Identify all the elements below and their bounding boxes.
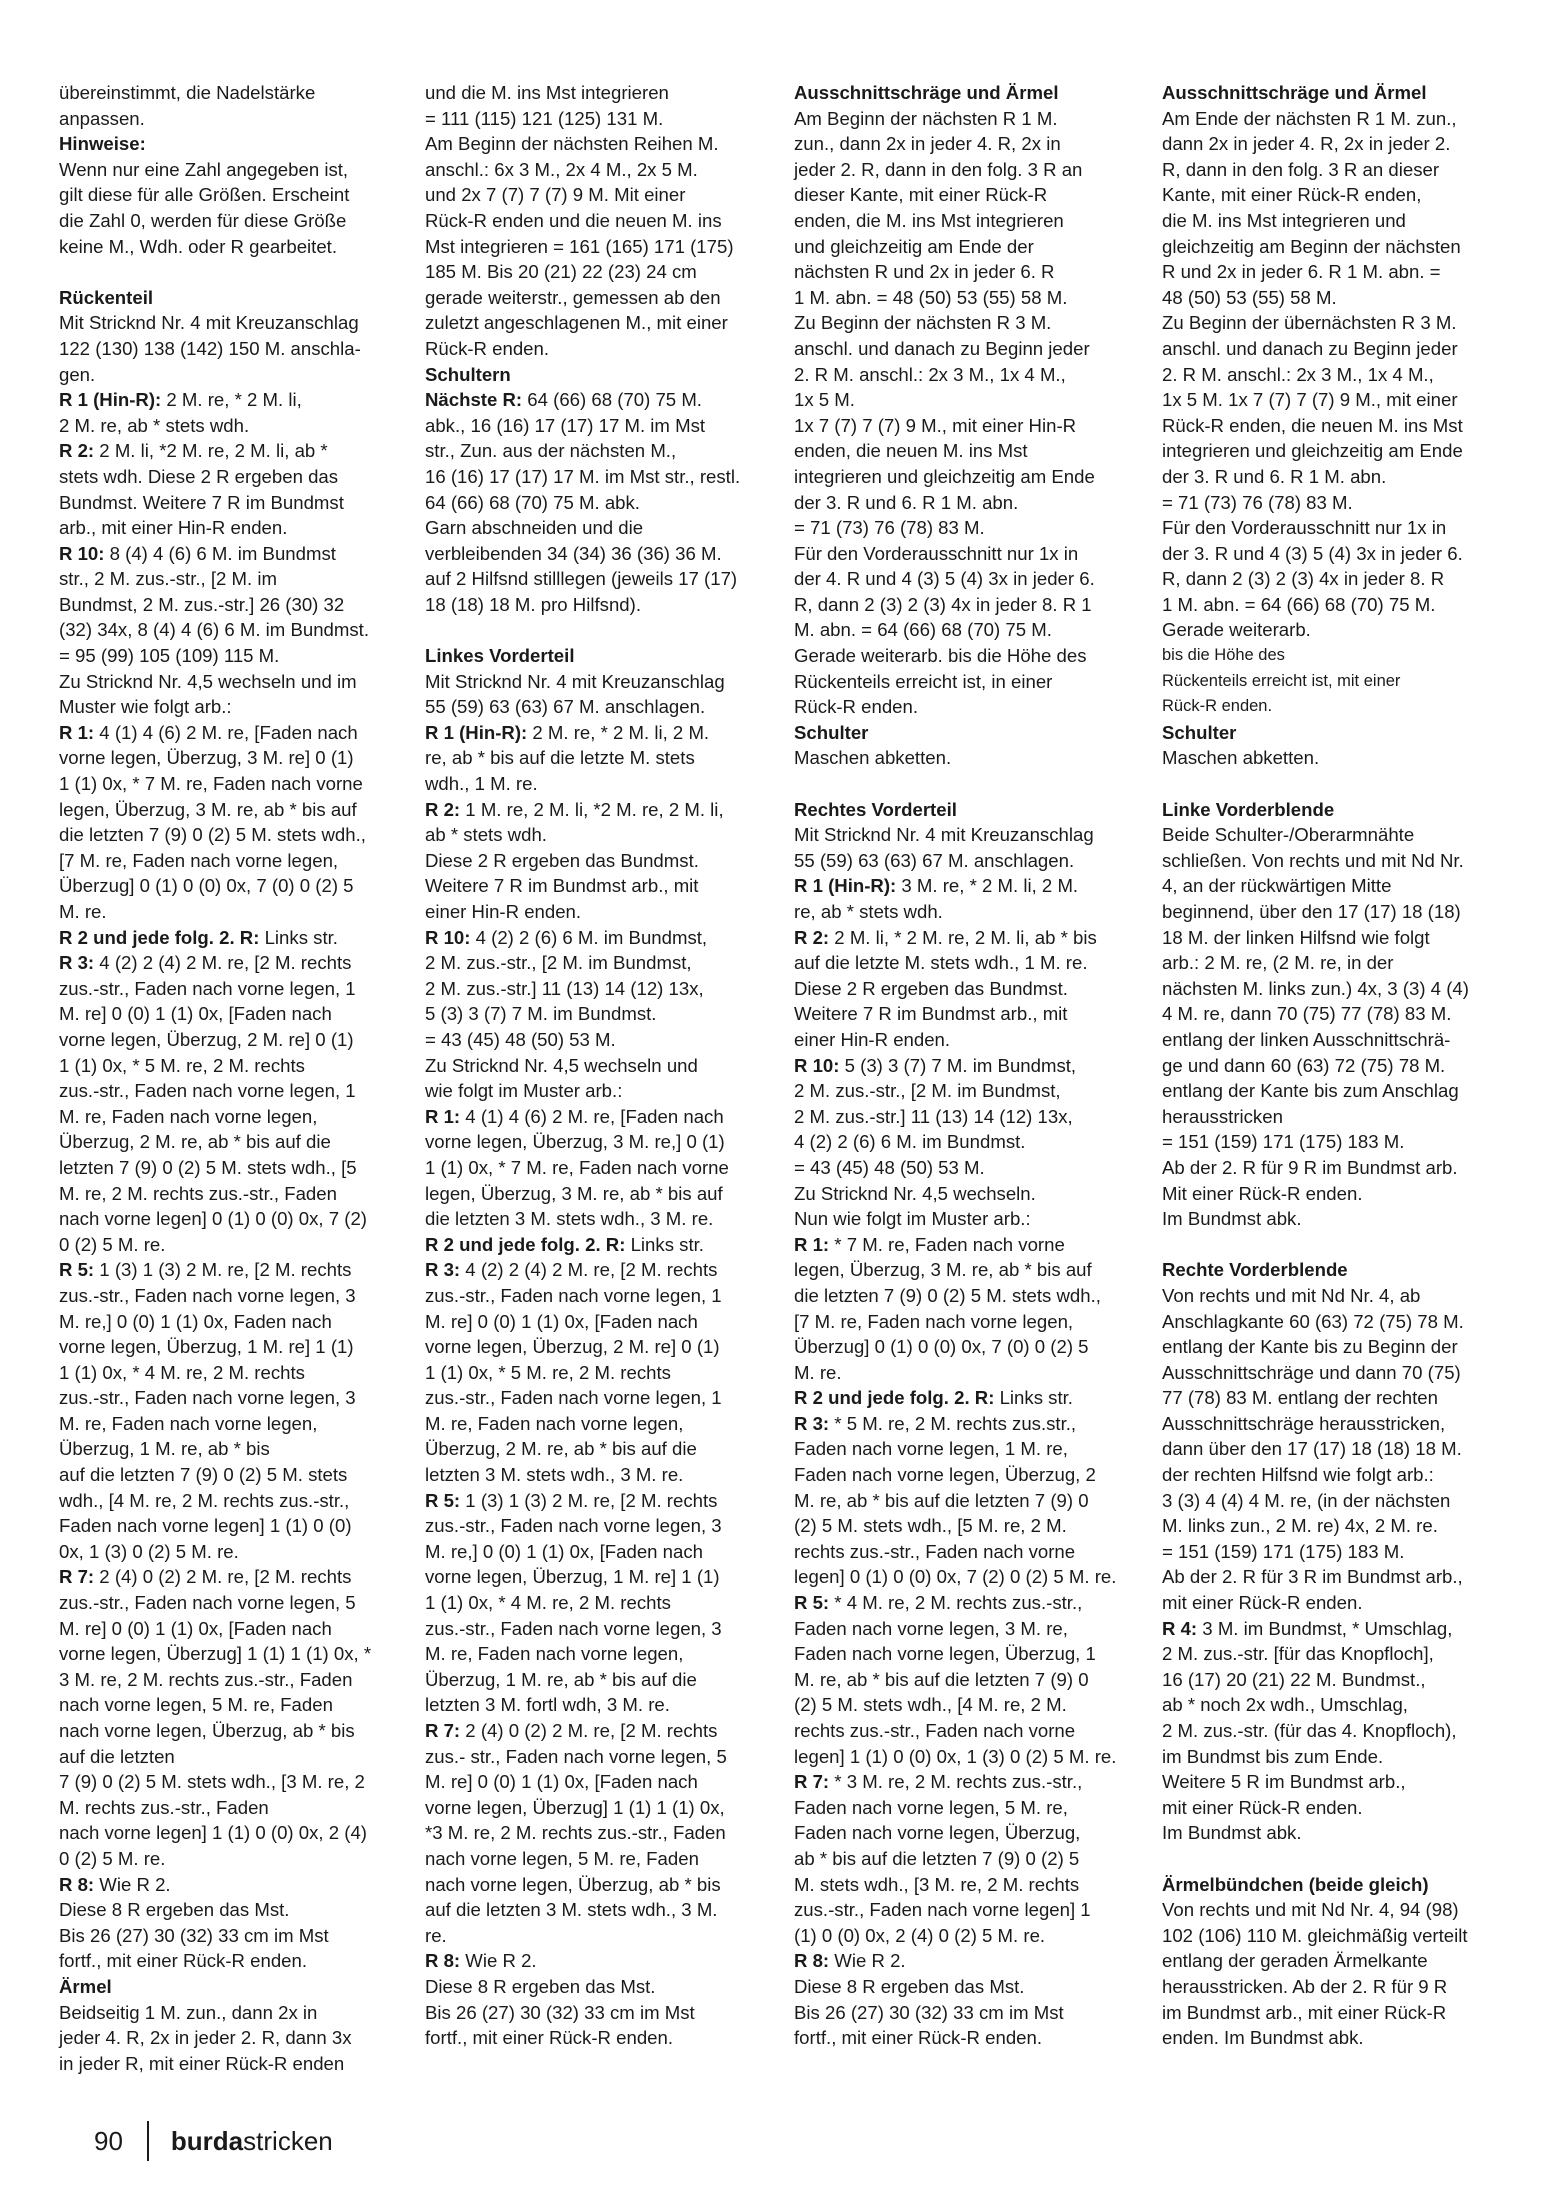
section-heading: Schulter: [794, 721, 869, 743]
row-label: R 1 (Hin-R):: [59, 389, 162, 411]
row-text: 8 (4) 4 (6) 6 M. im Bundmst str., 2 M. zus.-str., [2 M. im Bundmst, 2 M. zus.-str.] 26 (30) 32 (32) 34x, 8 (4) 4 (6) 6 M. im Bundmst. = 95 (99) 105 (109) 115 M. Zu Stricknd Nr. 4,5 wechseln und im Muster wie folgt arb.:: [59, 542, 369, 718]
row-text: Links str.: [994, 1387, 1073, 1409]
row-text: * 4 M. re, 2 M. rechts zus.-str., Faden nach vorne legen, 3 M. re, Faden nach vorne legen, Überzug, 1 M. re, ab * bis auf die letzten 7 (9) 0 (2) 5 M. stets wdh., [4 M. re, 2 M. rechts zus.-str., Faden nach vorne legen] 1 (1) 0 (0) 0x, 1 (3) 0 (2) 5 M. re.: [794, 1592, 1117, 1767]
row-label: R 4:: [1162, 1617, 1198, 1639]
row-label: R 5:: [425, 1489, 461, 1511]
row-text: 2 (4) 0 (2) 2 M. re, [2 M. rechts zus.- str., Faden nach vorne legen, 5 M. re] 0 (0) 1 (1) 0x, [Faden nach vorne legen, Überzug] 1 (1) 1 (1) 0x, *3 M. re, 2 M. rechts zus.-str., Faden nach vorne legen, 5 M. re, Faden nach vorne legen, Überzug, ab * bis auf die letzten 3 M. stets wdh., 3 M. re.: [425, 1720, 727, 1946]
instruction-row: [59, 925, 404, 951]
instruction-row: [425, 1718, 770, 1948]
paragraph: Wenn nur eine Zahl angegeben ist, gilt diese für alle Größen. Erscheint die Zahl 0, werden für diese Größe keine M., Wdh. oder R gearbeitet.: [59, 158, 350, 257]
row-text: * 3 M. re, 2 M. rechts zus.-str., Faden nach vorne legen, 5 M. re, Faden nach vorne legen, Überzug, ab * bis auf die letzten 7 (9) 0 (2) 5 M. stets wdh., [3 M. re, 2 M. rechts zus.-str., Faden nach vorne legen] 1 (1) 0 (0) 0x, 2 (4) 0 (2) 5 M. re.: [794, 1771, 1091, 1946]
row-text: Links str.: [259, 926, 338, 948]
row-label: R 2:: [425, 798, 461, 820]
instruction-row: [59, 1872, 404, 1898]
instruction-row: [425, 1104, 770, 1232]
instruction-row: [59, 438, 404, 540]
paragraph: Am Ende der nächsten R 1 M. zun., dann 2x in jeder 4. R, 2x in jeder 2. R, dann in den folg. 3 R an dieser Kante, mit einer Rück-R enden, die M. ins Mst integrieren und gleichzeitig am Beginn der nächsten R und 2x in jeder 6. R 1 M. abn. = 48 (50) 53 (55) 58 M. Zu Beginn der übernächsten R 3 M. anschl. und danach zu Beginn jeder 2. R M. anschl.: 2x 3 M., 1x 4 M., 1x 5 M. 1x 7 (7) 7 (7) 9 M., mit einer Rück-R enden, die neuen M. ins Mst integrieren und gleichzeitig am Ende der 3. R und 6. R 1 M. abn. = 71 (73) 76 (78) 83 M. Für den Vorderausschnitt nur 1x in der 3. R und 4 (3) 5 (4) 3x in jeder 6. R, dann 2 (3) 2 (3) 4x in jeder 8. R 1 M. abn. = 64 (66) 68 (70) 75 M. Gerade weiterarb.: [1162, 107, 1463, 641]
row-label: R 8:: [794, 1950, 830, 1972]
paragraph: Mit Stricknd Nr. 4 mit Kreuzanschlag 55 (59) 63 (63) 67 M. anschlagen.: [794, 824, 1094, 871]
instruction-row: [59, 950, 404, 1257]
row-label: R 5:: [59, 1259, 95, 1281]
instruction-row: [425, 387, 770, 617]
paragraph-small: bis die Höhe des Rückenteils erreicht ist, mit einer Rück-R enden.: [1162, 646, 1401, 716]
paragraph: Mit Stricknd Nr. 4 mit Kreuzanschlag 55 (59) 63 (63) 67 M. anschlagen.: [425, 670, 725, 718]
instruction-row: [1162, 1616, 1507, 1846]
page-footer: [94, 2121, 333, 2161]
section-heading: Ausschnittschräge und Ärmel: [794, 82, 1059, 103]
row-label: R 8:: [59, 1873, 95, 1895]
page-number: 90: [94, 2125, 123, 2156]
row-text: 3 M. re, * 2 M. li, 2 M. re, ab * stets wdh.: [794, 875, 1079, 922]
row-label: R 7:: [794, 1771, 830, 1793]
row-text: Links str.: [625, 1233, 704, 1255]
brand-logo-light: stricken: [243, 2125, 333, 2156]
paragraph: Von rechts und mit Nd Nr. 4, ab Anschlagkante 60 (63) 72 (75) 78 M. entlang der Kante bis zu Beginn der Ausschnittschräge und dann 70 (75) 77 (78) 83 M. entlang der rechten Ausschnittschräge herausstricken, dann über den 17 (17) 18 (18) 18 M. der rechten Hilfsnd wie folgt arb.: 3 (3) 4 (4) 4 M. re, (in der nächsten M. links zun., 2 M. re) 4x, 2 M. re. = 151 (159) 171 (175) 183 M. Ab der 2. R für 3 R im Bundmst arb., mit einer Rück-R enden.: [1162, 1284, 1464, 1614]
row-label: R 1:: [59, 721, 95, 743]
instruction-row: [425, 925, 770, 1104]
row-text: * 5 M. re, 2 M. rechts zus.str., Faden nach vorne legen, 1 M. re, Faden nach vorne legen, Überzug, 2 M. re, ab * bis auf die letzten 7 (9) 0 (2) 5 M. stets wdh., [5 M. re, 2 M. rechts zus.-str., Faden nach vorne legen] 0 (1) 0 (0) 0x, 7 (2) 0 (2) 5 M. re.: [794, 1412, 1117, 1588]
section-heading: Linkes Vorderteil: [425, 645, 575, 667]
section-heading: Rechte Vorderblende: [1162, 1259, 1348, 1281]
instruction-row: [425, 1257, 770, 1487]
row-label: R 8:: [425, 1950, 461, 1972]
instruction-row: [794, 873, 1139, 924]
row-text: * 7 M. re, Faden nach vorne legen, Überzug, 3 M. re, ab * bis auf die letzten 7 (9) 0 (2) 5 M. stets wdh., [7 M. re, Faden nach vorne legen, Überzug] 0 (1) 0 (0) 0x, 7 (0) 0 (2) 5 M. re.: [794, 1233, 1101, 1383]
instruction-row: [59, 1564, 404, 1871]
paragraph: übereinstimmt, die Nadelstärke anpassen.: [59, 82, 316, 129]
row-label: R 2 und jede folg. 2. R:: [794, 1387, 995, 1409]
paragraph: Mit Stricknd Nr. 4 mit Kreuzanschlag 122 (130) 138 (142) 150 M. anschla- gen.: [59, 312, 361, 385]
row-label: Nächste R:: [425, 389, 523, 411]
row-label: R 7:: [59, 1566, 95, 1588]
row-label: R 7:: [425, 1720, 461, 1741]
instruction-row: [425, 1948, 770, 1974]
row-label: R 1:: [794, 1233, 830, 1255]
paragraph: Von rechts und mit Nd Nr. 4, 94 (98) 102 (106) 110 M. gleichmäßig verteilt entlang der geraden Ärmelkante herausstricken. Ab der 2. R für 9 R im Bundmst arb., mit einer Rück-R enden. Im Bundmst abk.: [1162, 1899, 1468, 2049]
section-heading: Rechtes Vorderteil: [794, 798, 957, 820]
row-text: Wie R 2.: [94, 1873, 171, 1895]
row-text: 2 M. re, * 2 M. li, 2 M. re, ab * stets wdh.: [59, 389, 302, 436]
row-text: 4 (2) 2 (4) 2 M. re, [2 M. rechts zus.-str., Faden nach vorne legen, 1 M. re] 0 (0) 1 (1) 0x, [Faden nach vorne legen, Überzug, 2 M. re] 0 (1) 1 (1) 0x, * 5 M. re, 2 M. rechts zus.-str., Faden nach vorne legen, 1 M. re, Faden nach vorne legen, Überzug, 2 M. re, ab * bis auf die letzten 3 M. stets wdh., 3 M. re.: [425, 1259, 722, 1486]
row-text: 1 (3) 1 (3) 2 M. re, [2 M. rechts zus.-str., Faden nach vorne legen, 3 M. re,] 0 (0) 1 (1) 0x, Faden nach vorne legen, Überzug, 1 M. re] 1 (1) 1 (1) 0x, * 4 M. re, 2 M. rechts zus.-str., Faden nach vorne legen, 3 M. re, Faden nach vorne legen, Überzug, 1 M. re, ab * bis auf die letzten 7 (9) 0 (2) 5 M. stets wdh., [4 M. re, 2 M. rechts zus.-str., Faden nach vorne legen] 1 (1) 0 (0) 0x, 1 (3) 0 (2) 5 M. re.: [59, 1259, 356, 1562]
row-text: 3 M. im Bundmst, * Umschlag, 2 M. zus.-str. [für das Knopfloch], 16 (17) 20 (21) 22 M. Bundmst., ab * noch 2x wdh., Umschlag, 2 M. zus.-str. (für das 4. Knopfloch), im Bundmst bis zum Ende. Weitere 5 R im Bundmst arb., mit einer Rück-R enden. Im Bundmst abk.: [1162, 1617, 1457, 1844]
row-text: 4 (2) 2 (4) 2 M. re, [2 M. rechts zus.-str., Faden nach vorne legen, 1 M. re] 0 (0) 1 (1) 0x, [Faden nach vorne legen, Überzug, 2 M. re] 0 (1) 1 (1) 0x, * 5 M. re, 2 M. rechts zus.-str., Faden nach vorne legen, 1 M. re, Faden nach vorne legen, Überzug, 2 M. re, ab * bis auf die letzten 7 (9) 0 (2) 5 M. stets wdh., [5 M. re, 2 M. rechts zus.-str., Faden nach vorne legen] 0 (1) 0 (0) 0x, 7 (2) 0 (2) 5 M. re.: [59, 952, 367, 1255]
section-heading: Schulter: [1162, 721, 1237, 743]
row-text: 1 M. re, 2 M. li, *2 M. re, 2 M. li, ab * stets wdh. Diese 2 R ergeben das Bundmst. Weitere 7 R im Bundmst arb., mit einer Hin-R enden.: [425, 798, 724, 922]
row-label: R 2 und jede folg. 2. R:: [425, 1233, 626, 1255]
section-heading: Schultern: [425, 363, 511, 385]
text-column-1: [59, 80, 404, 2076]
instruction-row: [794, 1590, 1139, 1769]
paragraph: Diese 8 R ergeben das Mst. Bis 26 (27) 30 (32) 33 cm im Mst fortf., mit einer Rück-R enden.: [425, 1975, 695, 2049]
instruction-row: [794, 925, 1139, 1053]
paragraph: Maschen abketten.: [794, 747, 952, 769]
instruction-row: [59, 720, 404, 925]
instruction-row: [59, 1257, 404, 1564]
section-heading: Ärmel: [59, 1975, 112, 1997]
paragraph: Diese 8 R ergeben das Mst. Bis 26 (27) 30 (32) 33 cm im Mst fortf., mit einer Rück-R enden.: [59, 1899, 329, 1972]
instruction-row: [794, 1385, 1139, 1411]
brand-logo-bold: burda: [170, 2125, 244, 2156]
paragraph: Maschen abketten.: [1162, 747, 1320, 769]
row-text: 64 (66) 68 (70) 75 M. abk., 16 (16) 17 (17) 17 M. im Mst str., Zun. aus der nächsten M., 16 (16) 17 (17) 17 M. im Mst str., restl. 64 (66) 68 (70) 75 M. abk. Garn abschneiden und die verbleibenden 34 (34) 36 (36) 36 M. auf 2 Hilfsnd stilllegen (jeweils 17 (17) 18 (18) 18 M. pro Hilfsnd).: [425, 389, 741, 615]
row-text: 2 M. re, * 2 M. li, 2 M. re, ab * bis auf die letzte M. stets wdh., 1 M. re.: [425, 721, 710, 795]
instruction-row: [794, 1232, 1139, 1386]
instruction-row: [794, 1948, 1139, 1974]
row-text: Wie R 2.: [829, 1950, 906, 1972]
row-text: 4 (1) 4 (6) 2 M. re, [Faden nach vorne legen, Überzug, 3 M. re,] 0 (1) 1 (1) 0x, * 7 M. re, Faden nach vorne legen, Überzug, 3 M. re, ab * bis auf die letzten 3 M. stets wdh., 3 M. re.: [425, 1105, 729, 1230]
paragraph: Diese 8 R ergeben das Mst. Bis 26 (27) 30 (32) 33 cm im Mst fortf., mit einer Rück-R enden.: [794, 1975, 1064, 2049]
row-text: 5 (3) 3 (7) 7 M. im Bundmst, 2 M. zus.-str., [2 M. im Bundmst, 2 M. zus.-str.] 11 (13) 14 (12) 13x, 4 (2) 2 (6) 6 M. im Bundmst. = 43 (45) 48 (50) 53 M. Zu Stricknd Nr. 4,5 wechseln. Nun wie folgt im Muster arb.:: [794, 1054, 1077, 1230]
row-label: R 10:: [425, 926, 471, 948]
instruction-row: [794, 1053, 1139, 1232]
paragraph: Am Beginn der nächsten R 1 M. zun., dann 2x in jeder 4. R, 2x in jeder 2. R, dann in den folg. 3 R an dieser Kante, mit einer Rück-R enden, die M. ins Mst integrieren und gleichzeitig am Ende der nächsten R und 2x in jeder 6. R 1 M. abn. = 48 (50) 53 (55) 58 M. Zu Beginn der nächsten R 3 M. anschl. und danach zu Beginn jeder 2. R M. anschl.: 2x 3 M., 1x 4 M., 1x 5 M. 1x 7 (7) 7 (7) 9 M., mit einer Hin-R enden, die neuen M. ins Mst integrieren und gleichzeitig am Ende der 3. R und 6. R 1 M. abn. = 71 (73) 76 (78) 83 M. Für den Vorderausschnitt nur 1x in der 4. R und 4 (3) 5 (4) 3x in jeder 6. R, dann 2 (3) 2 (3) 4x in jeder 8. R 1 M. abn. = 64 (66) 68 (70) 75 M. Gerade weiterarb. bis die Höhe des Rückenteils erreicht ist, in einer Rück-R enden.: [794, 107, 1095, 718]
row-label: R 1 (Hin-R):: [794, 875, 897, 897]
row-text: 2 (4) 0 (2) 2 M. re, [2 M. rechts zus.-str., Faden nach vorne legen, 5 M. re] 0 (0) 1 (1) 0x, [Faden nach vorne legen, Überzug] 1 (1) 1 (1) 0x, * 3 M. re, 2 M. rechts zus.-str., Faden nach vorne legen, 5 M. re, Faden nach vorne legen, Überzug, ab * bis auf die letzten 7 (9) 0 (2) 5 M. stets wdh., [3 M. re, 2 M. rechts zus.-str., Faden nach vorne legen] 1 (1) 0 (0) 0x, 2 (4) 0 (2) 5 M. re.: [59, 1566, 372, 1869]
instruction-row: [425, 797, 770, 925]
instruction-row: [425, 1232, 770, 1258]
text-column-4: [1162, 80, 1507, 2051]
instruction-row: [794, 1769, 1139, 1948]
row-label: R 5:: [794, 1592, 830, 1614]
row-label: R 10:: [59, 542, 105, 564]
row-text: 4 (2) 2 (6) 6 M. im Bundmst, 2 M. zus.-str., [2 M. im Bundmst, 2 M. zus.-str.] 11 (13) 14 (12) 13x, 5 (3) 3 (7) 7 M. im Bundmst. = 43 (45) 48 (50) 53 M. Zu Stricknd Nr. 4,5 wechseln und wie folgt im Muster arb.:: [425, 926, 708, 1102]
paragraph: und die M. ins Mst integrieren = 111 (115) 121 (125) 131 M. Am Beginn der nächsten Reihen M. anschl.: 6x 3 M., 2x 4 M., 2x 5 M. und 2x 7 (7) 7 (7) 9 M. Mit einer Rück-R enden und die neuen M. ins Mst integrieren = 161 (165) 171 (175) 185 M. Bis 20 (21) 22 (23) 24 cm gerade weiterstr., gemessen ab den zuletzt angeschlagenen M., mit einer Rück-R enden.: [425, 82, 734, 359]
row-text: 4 (1) 4 (6) 2 M. re, [Faden nach vorne legen, Überzug, 3 M. re] 0 (1) 1 (1) 0x, * 7 M. re, Faden nach vorne legen, Überzug, 3 M. re, ab * bis auf die letzten 7 (9) 0 (2) 5 M. stets wdh., [7 M. re, Faden nach vorne legen, Überzug] 0 (1) 0 (0) 0x, 7 (0) 0 (2) 5 M. re.: [59, 721, 366, 922]
footer-divider: [147, 2121, 149, 2161]
section-heading: Rückenteil: [59, 286, 154, 308]
row-label: R 1:: [425, 1105, 461, 1127]
row-label: R 2:: [59, 440, 95, 462]
instruction-row: [59, 387, 404, 438]
section-heading: Hinweise:: [59, 133, 146, 155]
row-label: R 1 (Hin-R):: [425, 721, 528, 743]
section-heading: Linke Vorderblende: [1162, 798, 1335, 820]
instruction-row: [59, 541, 404, 720]
instruction-row: [794, 1411, 1139, 1590]
row-label: R 3:: [425, 1259, 461, 1281]
brand-logo: [171, 2126, 333, 2157]
paragraph: Beide Schulter-/Oberarmnähte schließen. Von rechts und mit Nd Nr. 4, an der rückwärtigen Mitte beginnend, über den 17 (17) 18 (18) 18 M. der linken Hilfsnd wie folgt arb.: 2 M. re, (2 M. re, in der nächsten M. links zun.) 4x, 3 (3) 4 (4) 4 M. re, dann 70 (75) 77 (78) 83 M. entlang der linken Ausschnittschrä- ge und dann 60 (63) 72 (75) 78 M. entlang der Kante bis zum Anschlag herausstricken = 151 (159) 171 (175) 183 M. Ab der 2. R für 9 R im Bundmst arb. Mit einer Rück-R enden. Im Bundmst abk.: [1162, 824, 1469, 1230]
row-label: R 3:: [59, 952, 95, 974]
text-column-3: [794, 80, 1139, 2051]
row-label: R 3:: [794, 1412, 830, 1434]
row-text: 2 M. li, *2 M. re, 2 M. li, ab * stets wdh. Diese 2 R ergeben das Bundmst. Weitere 7 R im Bundmst arb., mit einer Hin-R enden.: [59, 440, 344, 539]
text-column-2: [425, 80, 770, 2051]
row-text: 2 M. li, * 2 M. re, 2 M. li, ab * bis auf die letzte M. stets wdh., 1 M. re. Diese 2 R ergeben das Bundmst. Weitere 7 R im Bundmst arb., mit einer Hin-R enden.: [794, 926, 1097, 1050]
row-label: R 10:: [794, 1054, 840, 1076]
row-label: R 2:: [794, 926, 830, 948]
instruction-row: [425, 720, 770, 797]
paragraph: Beidseitig 1 M. zun., dann 2x in jeder 4. R, 2x in jeder 2. R, dann 3x in jeder R, mit einer Rück-R enden: [59, 2001, 352, 2074]
section-heading: Ärmelbündchen (beide gleich): [1162, 1873, 1429, 1895]
row-text: 1 (3) 1 (3) 2 M. re, [2 M. rechts zus.-str., Faden nach vorne legen, 3 M. re,] 0 (0) 1 (1) 0x, [Faden nach vorne legen, Überzug, 1 M. re] 1 (1) 1 (1) 0x, * 4 M. re, 2 M. rechts zus.-str., Faden nach vorne legen, 3 M. re, Faden nach vorne legen, Überzug, 1 M. re, ab * bis auf die letzten 3 M. fortl wdh, 3 M. re.: [425, 1489, 722, 1716]
section-heading: Ausschnittschräge und Ärmel: [1162, 82, 1427, 103]
row-text: Wie R 2.: [460, 1950, 537, 1972]
row-label: R 2 und jede folg. 2. R:: [59, 926, 260, 948]
instruction-row: [425, 1488, 770, 1718]
